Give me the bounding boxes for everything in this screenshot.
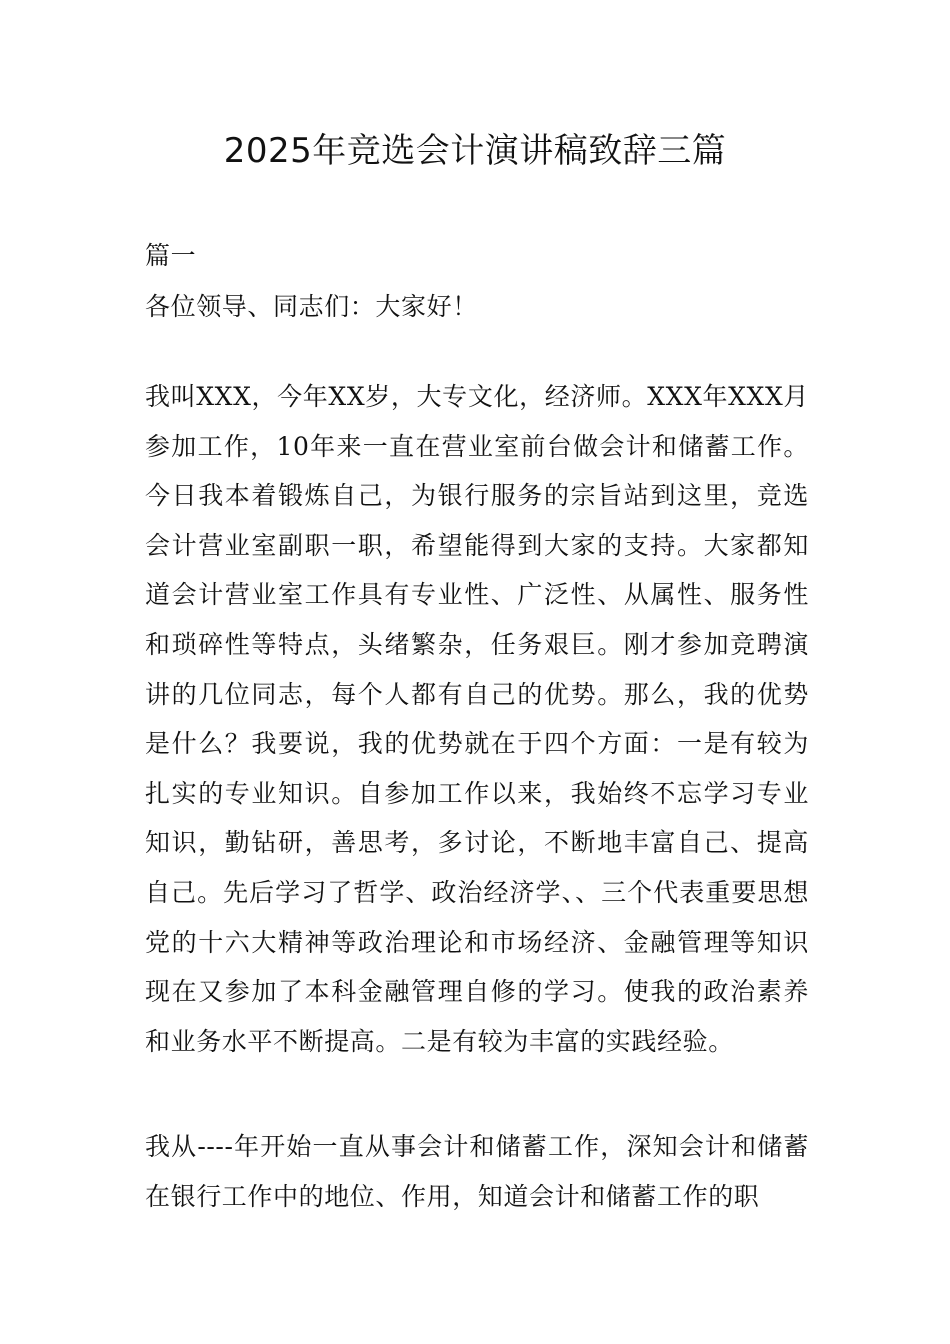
section-label: 篇一: [145, 241, 197, 270]
salutation: 各位领导、同志们：大家好！: [145, 292, 478, 321]
paragraph: 我从----年开始一直从事会计和储蓄工作，深知会计和储蓄在银行工作中的地位、作用，知道会计和储蓄工作的职: [145, 1132, 809, 1211]
document-title: 2025年竞选会计演讲稿致辞三篇: [223, 131, 727, 171]
opening-block: [145, 230, 815, 332]
paragraph: 我叫XXX，今年XX岁，大专文化，经济师。XXX年XXX月参加工作，10年来一直在营业室前台做会计和储蓄工作。今日我本着锻炼自己，为银行服务的宗旨站到这里，竞选会计营业室副职一职，希望能得到大家的支持。大家都知道会计营业室工作具有专业性、广泛性、从属性、服务性和琐碎性等特点，头绪繁杂，任务艰巨。刚才参加竞聘演讲的几位同志，每个人都有自己的优势。那么，我的优势是什么？我要说，我的优势就在于四个方面：一是有较为扎实的专业知识。自参加工作以来，我始终不忘学习专业知识，勤钻研，善思考，多讨论，不断地丰富自己、提高自己。先后学习了哲学、政治经济学、、三个代表重要思想党的十六大精神等政治理论和市场经济、金融管理等知识现在又参加了本科金融管理自修的学习。使我的政治素养和业务水平不断提高。二是有较为丰富的实践经验。: [145, 382, 809, 1056]
